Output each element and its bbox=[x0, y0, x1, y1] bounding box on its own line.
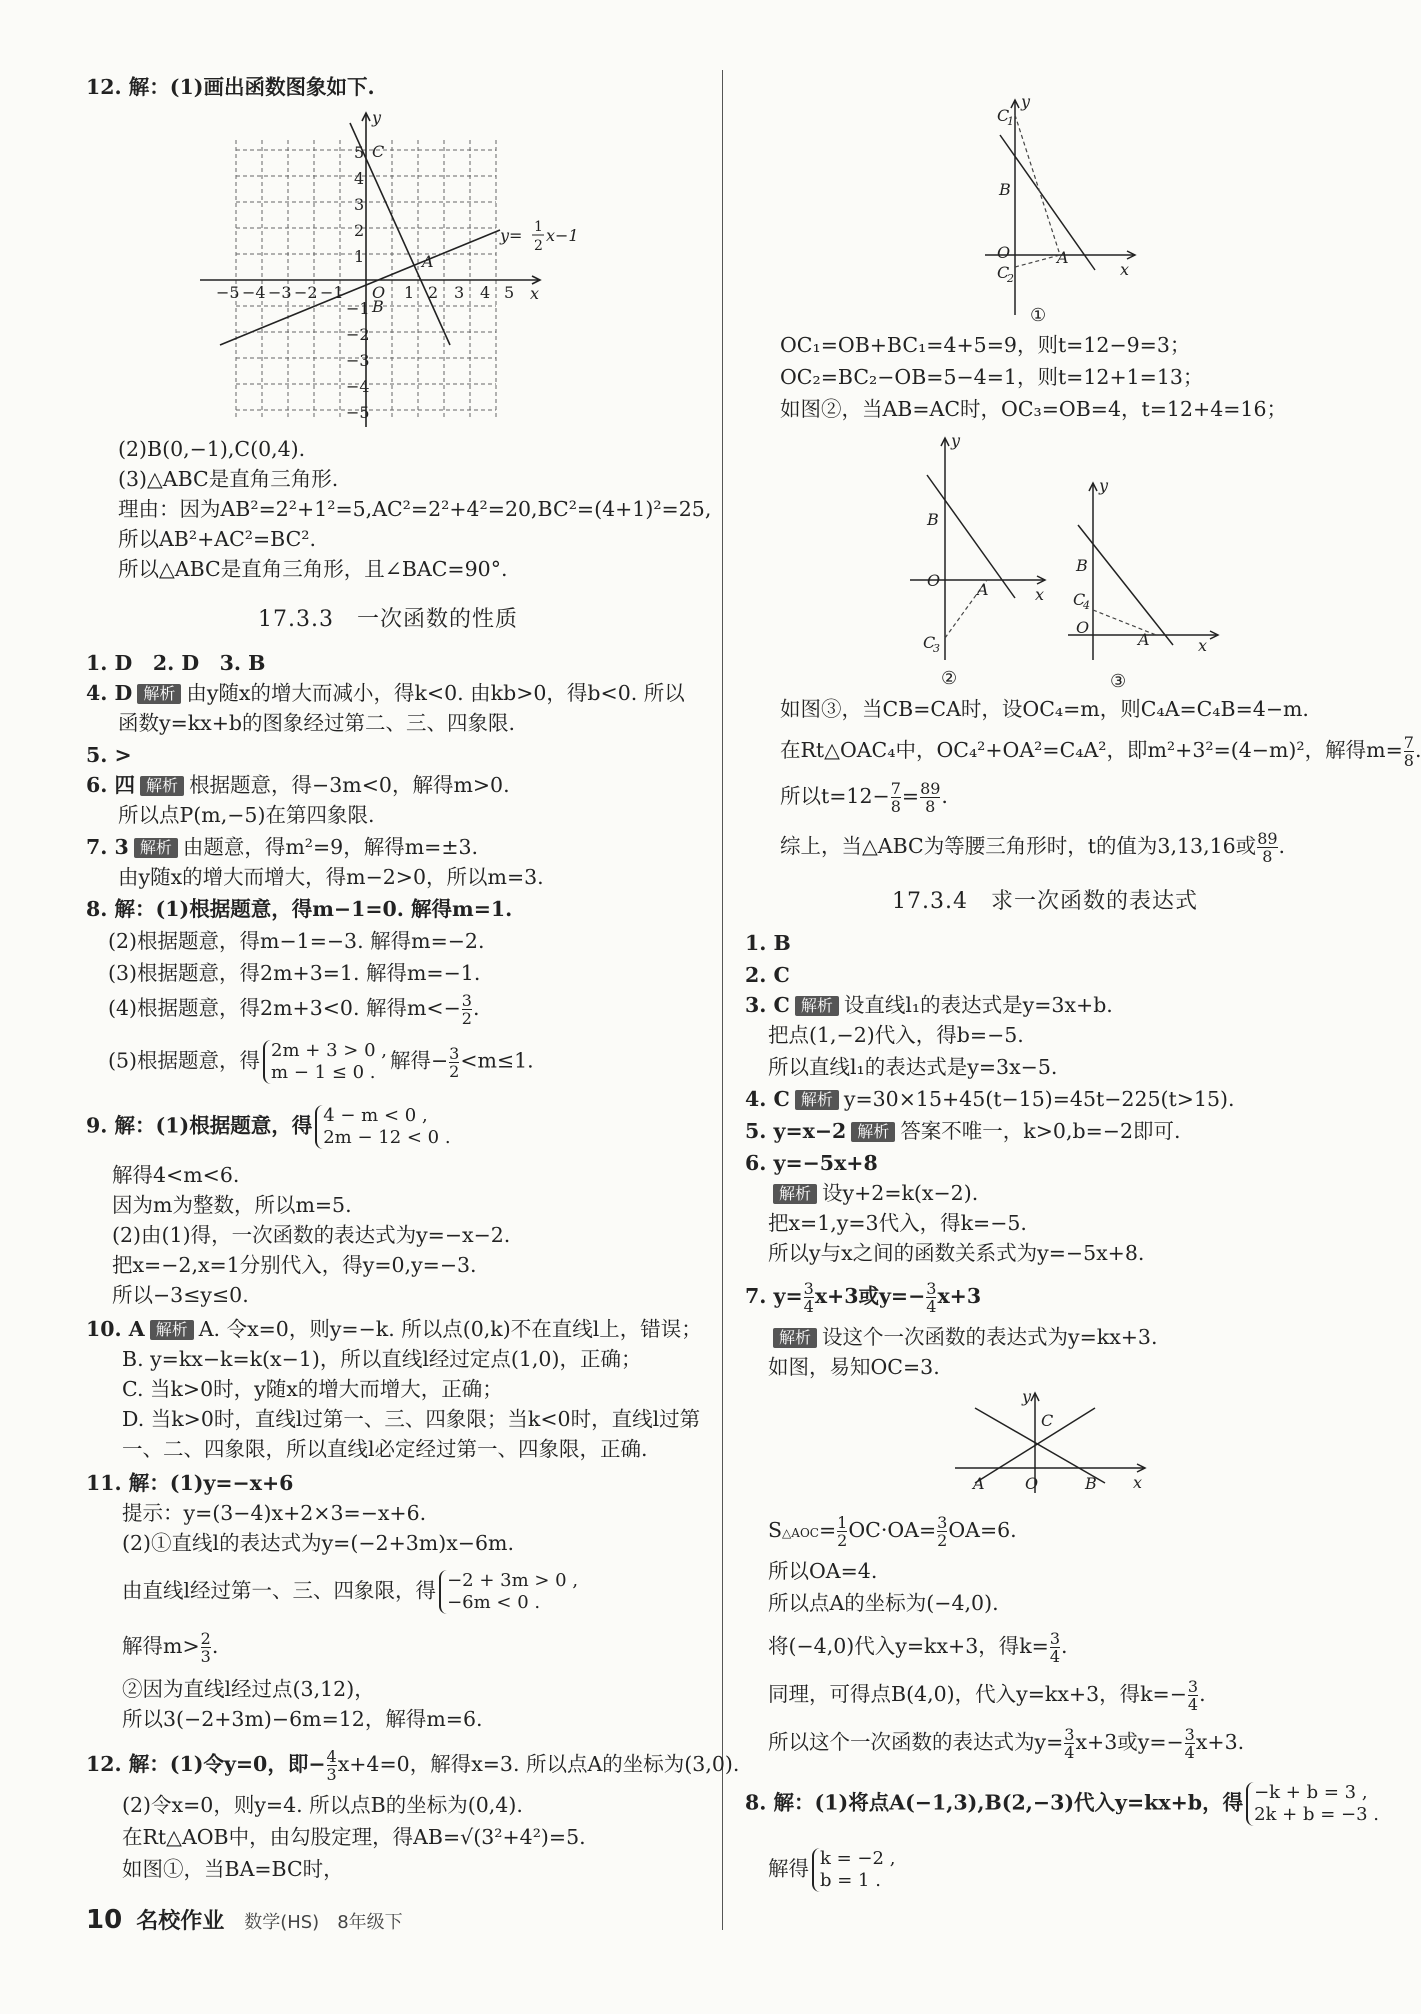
q6-cont: 所以点P(m,−5)在第四象限. bbox=[118, 803, 375, 827]
b7-l2: 解析 设这个一次函数的表达式为y=kx+3. bbox=[768, 1324, 1158, 1350]
b1: 1. B bbox=[745, 931, 791, 955]
svg-text:O: O bbox=[927, 571, 941, 590]
q7: 7. 3 解析 由题意，得m²=9，解得m=±3. bbox=[86, 835, 479, 859]
b7-l9: 所以这个一次函数的表达式为y= $\frac{3}{4}$ x+3或y=− $\frac{3}{4}$ x+3. bbox=[768, 1725, 1245, 1762]
svg-text:1: 1 bbox=[1007, 115, 1014, 128]
svg-text:−2: −2 bbox=[346, 325, 370, 344]
q12b-l3: 在Rt△AOB中，由勾股定理，得AB=√(3²+4²)=5. bbox=[122, 1825, 586, 1849]
svg-text:1: 1 bbox=[534, 219, 543, 235]
svg-text:1: 1 bbox=[354, 247, 365, 266]
q10-c: C. 当k>0时，y随x的增大而增大，正确； bbox=[122, 1377, 503, 1401]
q12-graph bbox=[200, 105, 579, 430]
svg-text:B: B bbox=[1085, 1474, 1097, 1493]
b7-l4: S△AOC= $\frac{1}{2}$ OC·OA= $\frac{3}{2}$ OA=6. bbox=[768, 1513, 1017, 1550]
svg-text:2: 2 bbox=[354, 221, 365, 240]
r7: 综上，当△ABC为等腰三角形时，t的值为3,13,16或 $\frac{89}{8}$ . bbox=[780, 829, 1286, 866]
q9-l6: 所以−3≤y≤0. bbox=[112, 1283, 249, 1307]
analysis-tag: 解析 bbox=[795, 1090, 839, 1110]
b8-l1: 8. 解：(1)将点A(−1,3),B(2,−3)代入y=kx+b，得 −k + b = 3 , 2k + b = −3 . bbox=[745, 1782, 1379, 1825]
svg-text:A: A bbox=[977, 580, 989, 599]
svg-text:x: x bbox=[1198, 636, 1208, 655]
figure-3-label: ③ bbox=[1110, 671, 1127, 692]
q8-l3: (3)根据题意，得2m+3=1. 解得m=−1. bbox=[108, 961, 481, 985]
q12-reason: 理由：因为AB²=2²+1²=5,AC²=2²+4²=20,BC²=(4+1)²=25, bbox=[118, 497, 712, 521]
r3: 如图②，当AB=AC时，OC₃=OB=4，t=12+4=16； bbox=[780, 397, 1287, 421]
svg-text:y: y bbox=[372, 108, 382, 127]
svg-text:4: 4 bbox=[354, 169, 365, 188]
svg-text:A: A bbox=[422, 252, 434, 271]
svg-text:x: x bbox=[1120, 260, 1130, 279]
answers-1-3: 1. D 2. D 3. B bbox=[86, 651, 266, 675]
svg-text:−3: −3 bbox=[268, 283, 292, 302]
svg-text:O: O bbox=[997, 243, 1011, 262]
svg-text:−5: −5 bbox=[346, 403, 370, 422]
r6: 所以t=12− $\frac{7}{8}$ = $\frac{89}{8}$ . bbox=[780, 779, 948, 816]
analysis-tag: 解析 bbox=[150, 1320, 194, 1340]
b4: 4. C 解析 y=30×15+45(t−15)=45t−225(t>15). bbox=[745, 1087, 1235, 1111]
q12b-l1: 12. 解：(1)令y=0，即− $\frac{4}{3}$ x+4=0，解得x=3. 所以点A的坐标为(3,0). bbox=[86, 1747, 740, 1784]
svg-text:4: 4 bbox=[480, 283, 491, 302]
q8-l4: (4)根据题意，得2m+3<0. 解得m<− $\frac{3}{2}$ . bbox=[108, 991, 480, 1028]
svg-text:−5: −5 bbox=[216, 283, 240, 302]
q11-l2: 提示：y=(3−4)x+2×3=−x+6. bbox=[122, 1501, 427, 1525]
q9-l1: 9. 解：(1)根据题意，得 4 − m < 0 , 2m − 12 < 0 . bbox=[86, 1105, 451, 1148]
analysis-tag: 解析 bbox=[773, 1184, 817, 1204]
figure-1 bbox=[985, 92, 1145, 326]
r1: OC₁=OB+BC₁=4+5=9，则t=12−9=3； bbox=[780, 333, 1191, 357]
q8-l1: 8. 解：(1)根据题意，得m−1=0. 解得m=1. bbox=[86, 897, 513, 921]
svg-text:−4: −4 bbox=[346, 377, 370, 396]
b6-l3: 把x=1,y=3代入，得k=−5. bbox=[768, 1211, 1027, 1235]
svg-text:3: 3 bbox=[933, 642, 940, 655]
b8-l2: 解得 k = −2 , b = 1 . bbox=[768, 1848, 896, 1891]
column-divider bbox=[722, 70, 723, 1930]
q10-d-cont: 一、二、四象限，所以直线l必定经过第一、四象限，正确. bbox=[122, 1437, 648, 1461]
svg-text:C: C bbox=[1073, 590, 1086, 609]
q11-l3: (2)①直线l的表达式为y=(−2+3m)x−6m. bbox=[122, 1531, 514, 1555]
q9-l5: 把x=−2,x=1分别代入，得y=0,y=−3. bbox=[112, 1253, 477, 1277]
svg-text:x: x bbox=[530, 284, 540, 303]
q12-p3: (3)△ABC是直角三角形. bbox=[118, 467, 339, 491]
svg-text:A: A bbox=[1138, 630, 1150, 649]
b6-l4: 所以y与x之间的函数关系式为y=−5x+8. bbox=[768, 1241, 1145, 1265]
page-footer bbox=[86, 1904, 403, 1935]
q10: 10. A 解析 A. 令x=0，则y=−k. 所以点(0,k)不在直线l上，错误； bbox=[86, 1317, 702, 1341]
svg-text:−2: −2 bbox=[294, 283, 318, 302]
b3-l2: 把点(1,−2)代入，得b=−5. bbox=[768, 1023, 1024, 1047]
svg-text:C: C bbox=[372, 142, 385, 161]
svg-text:5: 5 bbox=[354, 143, 365, 162]
q12-concl: 所以△ABC是直角三角形，且∠BAC=90°. bbox=[118, 557, 508, 581]
r4: 如图③，当CB=CA时，设OC₄=m，则C₄A=C₄B=4−m. bbox=[780, 697, 1309, 721]
q4: 4. D 解析 由y随x的增大而减小，得k<0. 由kb>0，得b<0. 所以 bbox=[86, 681, 685, 705]
b3: 3. C 解析 设直线l₁的表达式是y=3x+b. bbox=[745, 993, 1113, 1017]
svg-text:y: y bbox=[1021, 92, 1031, 111]
q8-l2: (2)根据题意，得m−1=−3. 解得m=−2. bbox=[108, 929, 485, 953]
section-title-1733: 17.3.3 一次函数的性质 bbox=[258, 607, 518, 632]
section-title-1734: 17.3.4 求一次函数的表达式 bbox=[892, 889, 1198, 914]
b7-l6: 所以点A的坐标为(−4,0). bbox=[768, 1591, 999, 1615]
q12-p2: (2)B(0,−1),C(0,4). bbox=[118, 437, 306, 461]
q7-cont: 由y随x的增大而增大，得m−2>0，所以m=3. bbox=[118, 865, 544, 889]
q9-l3: 因为m为整数，所以m=5. bbox=[112, 1193, 352, 1217]
analysis-tag: 解析 bbox=[137, 684, 181, 704]
q5: 5. > bbox=[86, 743, 132, 767]
svg-text:4: 4 bbox=[1083, 599, 1090, 612]
q11-l6: ②因为直线l经过点(3,12)， bbox=[122, 1677, 375, 1701]
page-number: 10 bbox=[86, 1905, 123, 1935]
graph-line-label: y= bbox=[500, 226, 523, 245]
b6: 6. y=−5x+8 bbox=[745, 1151, 878, 1175]
svg-text:−4: −4 bbox=[242, 283, 266, 302]
svg-text:x−1: x−1 bbox=[546, 226, 579, 245]
svg-text:5: 5 bbox=[504, 283, 515, 302]
q10-b: B. y=kx−k=k(x−1)，所以直线l经过定点(1,0)，正确； bbox=[122, 1347, 642, 1371]
svg-text:2: 2 bbox=[428, 283, 439, 302]
figure-b7 bbox=[955, 1388, 1155, 1498]
q10-d: D. 当k>0时，直线l过第一、三、四象限；当k<0时，直线l过第 bbox=[122, 1407, 701, 1431]
svg-text:2: 2 bbox=[534, 238, 543, 254]
book-name: 名校作业 bbox=[136, 1909, 225, 1934]
analysis-tag: 解析 bbox=[851, 1122, 895, 1142]
svg-text:B: B bbox=[372, 297, 384, 316]
r2: OC₂=BC₂−OB=5−4=1，则t=12+1=13； bbox=[780, 365, 1204, 389]
q4-cont: 函数y=kx+b的图象经过第二、三、四象限. bbox=[118, 711, 516, 735]
analysis-tag: 解析 bbox=[140, 776, 184, 796]
q11-l1: 11. 解：(1)y=−x+6 bbox=[86, 1471, 294, 1495]
b7-l7: 将(−4,0)代入y=kx+3，得k= $\frac{3}{4}$ . bbox=[768, 1629, 1068, 1666]
analysis-tag: 解析 bbox=[134, 838, 178, 858]
svg-text:y: y bbox=[951, 431, 961, 450]
svg-text:−1: −1 bbox=[320, 283, 344, 302]
r5: 在Rt△OAC₄中，OC₄²+OA²=C₄A²，即m²+3²=(4−m)²，解得m= $\frac{7}{8}$ . bbox=[780, 733, 1421, 770]
svg-text:B: B bbox=[999, 180, 1011, 199]
svg-text:3: 3 bbox=[354, 195, 365, 214]
q9-l2: 解得4<m<6. bbox=[112, 1163, 240, 1187]
b6-l2: 解析 设y+2=k(x−2). bbox=[768, 1180, 978, 1206]
b3-l3: 所以直线l₁的表达式是y=3x−5. bbox=[768, 1055, 1058, 1079]
b7-l8: 同理，可得点B(4,0)，代入y=kx+3，得k=− $\frac{3}{4}$ . bbox=[768, 1677, 1206, 1714]
q12b-l4: 如图①，当BA=BC时， bbox=[122, 1857, 344, 1881]
svg-text:1: 1 bbox=[404, 283, 415, 302]
svg-text:−3: −3 bbox=[346, 351, 370, 370]
svg-text:C: C bbox=[997, 263, 1010, 282]
svg-text:C: C bbox=[1041, 1411, 1054, 1430]
q8-l5: (5)根据题意，得 2m + 3 > 0 , m − 1 ≤ 0 . 解得− $\frac{3}{2}$ <m≤1. bbox=[108, 1040, 534, 1083]
b2: 2. C bbox=[745, 963, 790, 987]
svg-text:C: C bbox=[997, 106, 1010, 125]
svg-text:2: 2 bbox=[1007, 272, 1014, 285]
book-subject: 数学(HS) 8年级下 bbox=[244, 1912, 403, 1933]
q6: 6. 四 解析 根据题意，得−3m<0，解得m>0. bbox=[86, 773, 510, 797]
q9-l4: (2)由(1)得，一次函数的表达式为y=−x−2. bbox=[112, 1223, 511, 1247]
svg-text:3: 3 bbox=[454, 283, 465, 302]
q12-sum: 所以AB²+AC²=BC². bbox=[118, 527, 317, 551]
b7-l5: 所以OA=4. bbox=[768, 1559, 878, 1583]
analysis-tag: 解析 bbox=[795, 996, 839, 1016]
svg-text:C: C bbox=[923, 633, 936, 652]
svg-text:x: x bbox=[1133, 1473, 1143, 1492]
svg-text:A: A bbox=[973, 1474, 985, 1493]
b7-l3: 如图，易知OC=3. bbox=[768, 1355, 940, 1379]
figure-3 bbox=[1068, 475, 1228, 695]
figure-2 bbox=[905, 430, 1055, 690]
q11-l5: 解得m> $\frac{2}{3}$ . bbox=[122, 1629, 219, 1666]
svg-text:O: O bbox=[1076, 618, 1090, 637]
svg-text:B: B bbox=[1076, 556, 1088, 575]
q11-l4: 由直线l经过第一、三、四象限，得 −2 + 3m > 0 , −6m < 0 . bbox=[122, 1570, 579, 1613]
q12b-l2: (2)令x=0，则y=4. 所以点B的坐标为(0,4). bbox=[122, 1793, 523, 1817]
svg-text:y: y bbox=[1022, 1387, 1032, 1406]
figure-1-label: ① bbox=[1030, 305, 1047, 326]
svg-text:A: A bbox=[1057, 248, 1069, 267]
figure-2-label: ② bbox=[941, 668, 958, 689]
q12-head: 12. 解：(1)画出函数图象如下. bbox=[86, 75, 375, 99]
svg-text:O: O bbox=[1025, 1474, 1039, 1493]
b7: 7. y= $\frac{3}{4}$ x+3或y=− $\frac{3}{4}$ x+3 bbox=[745, 1279, 982, 1316]
q11-l7: 所以3(−2+3m)−6m=12，解得m=6. bbox=[122, 1707, 483, 1731]
svg-text:O: O bbox=[372, 283, 386, 302]
svg-text:−1: −1 bbox=[346, 299, 370, 318]
analysis-tag: 解析 bbox=[773, 1328, 817, 1348]
svg-text:x: x bbox=[1035, 585, 1045, 604]
svg-text:B: B bbox=[927, 510, 939, 529]
svg-text:y: y bbox=[1099, 476, 1109, 495]
b5: 5. y=x−2 解析 答案不唯一，k>0,b=−2即可. bbox=[745, 1119, 1181, 1143]
